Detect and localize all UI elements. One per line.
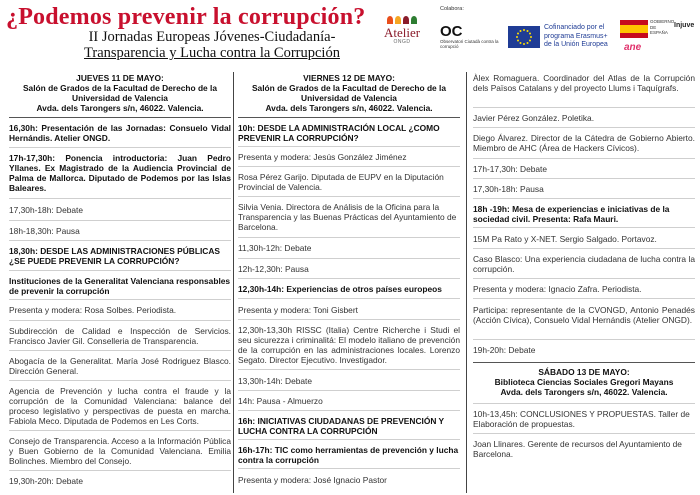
day-heading: JUEVES 11 DE MAYO: Salón de Grados de la Facultad de Derecho de la Universidad de Valencia Avda. dels Tarongers s/n, 46022. Valencia. (22, 73, 218, 113)
separator (473, 248, 695, 249)
separator (9, 220, 231, 221)
separator (238, 390, 460, 391)
agenda-item: Presenta y modera: Ignacio Zafra. Periodista. (473, 284, 642, 294)
agenda-item: Presenta y modera: Toni Gisbert (238, 305, 358, 315)
agenda-item: Rosa Pérez Garijo. Diputada de EUPV en la Diputación Provincial de Valencia. (238, 172, 444, 192)
agenda-item: Participa: representante de la CVONGD, Antonio Penadés (Acción Cívica), Consuelo Vidal Hernándis (Atelier ONGD). (473, 305, 695, 325)
separator (9, 299, 231, 300)
separator (9, 470, 231, 471)
separator (238, 439, 460, 440)
separator (238, 196, 460, 197)
day-heading: VIERNES 12 DE MAYO: Salón de Grados de la Facultad de Derecho de la Universidad de Valencia Avda. dels Tarongers s/n, 46022. Valencia. (251, 73, 447, 113)
atelier-logo-icon (376, 16, 428, 24)
separator (238, 468, 460, 469)
agenda-item: 14h: Pausa - Almuerzo (238, 396, 323, 406)
section-heading: 18h -19h: Mesa de experiencias e iniciativas de la sociedad civil. Presenta: Rafa Mauri. (473, 204, 670, 224)
section-heading: 18,30h: DESDE LAS ADMINISTRACIONES PÚBLICAS ¿SE PUEDE PREVENIR LA CORRUPCIÓN? (9, 246, 220, 266)
separator (238, 410, 460, 411)
atelier-logo (376, 16, 428, 60)
atelier-logo-subtext: ONGD (393, 39, 411, 45)
separator (9, 270, 231, 271)
eu-flag-icon (508, 26, 540, 48)
agenda-item: 12,30h-13,30h RISSC (Italia) Centre Richerche i Studi el seu sicurezza i criminalitá: El modelo italiano de prevención de la corrupción en las administraciones locales. Lorenzo Segato. Director Ejecutivo. Investigador. (238, 325, 460, 365)
separator (473, 403, 695, 404)
section-heading: 12,30h-14h: Experiencias de otros países europeos (238, 284, 442, 294)
agenda-item: Subdirección de Calidad e Inspección de Servicios. Francisco Javier Gil. Conselleria de Transparencia. (9, 326, 231, 346)
agenda-item: Joan Llinares. Gerente de recursos del Ayuntamiento de Barcelona. (473, 439, 682, 459)
column-friday-saturday (473, 70, 695, 495)
oc-logo-text: Observatori Ciutadà contra la corrupció (440, 39, 499, 49)
agenda-item: 12h-12,30h: Pausa (238, 264, 309, 274)
separator (473, 198, 695, 199)
agenda-item: Caso Blasco: Una experiencia ciudadana de lucha contra la corrupción. (473, 254, 695, 274)
agenda-item: Silvia Venia. Directora de Análisis de la Oficina para la Transparencia y las Buenas Prácticas del Ayuntamiento de Barcelona. (238, 202, 457, 232)
separator (9, 117, 231, 118)
page-title: ¿Podemos prevenir la corrupción? (6, 4, 366, 30)
agenda-item: 10h-13,45h: CONCLUSIONES Y PROPUESTAS. Taller de Elaboración de propuestas. (473, 409, 690, 429)
separator (9, 240, 231, 241)
page-subtitle (62, 29, 362, 61)
agenda-item: 13,30h-14h: Debate (238, 376, 313, 386)
separator (9, 350, 231, 351)
agenda-item: Àlex Romaguera. Coordinador del Atlas de la Corrupción dels Països Catalans y del proyecto Llums i Taquígrafs. (473, 73, 695, 93)
separator (473, 298, 695, 299)
separator (473, 178, 695, 179)
separator (238, 298, 460, 299)
agenda-item: 19,30h-20h: Debate (9, 476, 84, 486)
agenda-item: 17h-17,30h: Debate (473, 164, 548, 174)
agenda-item: 19h-20h: Debate (473, 345, 536, 355)
separator (473, 433, 695, 434)
column-divider (233, 72, 234, 493)
agenda-item: Presenta y modera: Jesús González Jiménez (238, 152, 407, 162)
agenda-item: 17h-17,30h: Ponencia introductoria: Juan Pedro Yllanes. Ex Magistrado de la Audiencia Provincial de Palma de Mallorca. Diputado de Podemos por las Islas Baleares. (9, 153, 231, 193)
agenda-item: Diego Álvarez. Director de la Cátedra de Gobierno Abierto. Miembro de AHC (Área de Hackers Cívicos). (473, 133, 695, 153)
program (0, 70, 700, 495)
separator (238, 278, 460, 279)
column-thursday (9, 70, 231, 495)
separator (238, 117, 460, 118)
agenda-item: 16,30h: Presentación de las Jornadas: Consuelo Vidal Hernándis. Atelier ONGD. (9, 123, 231, 143)
subtitle-line-2: Transparencia y Lucha contra la Corrupción (84, 45, 340, 61)
separator (9, 430, 231, 431)
agenda-item: 11,30h-12h: Debate (238, 243, 312, 253)
eu-funding-text: Cofinanciado por el programa Erasmus+ de la Unión Europea (544, 24, 608, 48)
agenda-item: Consejo de Transparencia. Acceso a la Información Pública y Buen Gobierno de la Comunidad Valenciana. Emilia Bolinches. Miembro del Consejo. (9, 436, 231, 466)
agenda-item: Presenta y modera: José Ignacio Pastor (238, 475, 387, 485)
separator (238, 146, 460, 147)
spain-gov-logo (620, 20, 648, 38)
separator (473, 278, 695, 279)
colabora-label: Colabora: (440, 6, 464, 12)
separator (238, 369, 460, 370)
separator (473, 227, 695, 228)
oc-logo (440, 24, 502, 54)
section-heading: 16h: INICIATIVAS CIUDADANAS DE PREVENCIÓN Y LUCHA CONTRA LA CORRUPCIÓN (238, 416, 444, 436)
separator (9, 320, 231, 321)
column-divider (466, 72, 467, 493)
separator (473, 339, 695, 340)
separator (9, 147, 231, 148)
separator (9, 198, 231, 199)
separator (238, 319, 460, 320)
ane-logo: ane (624, 42, 642, 53)
separator (473, 127, 695, 128)
separator (9, 380, 231, 381)
day-heading: SÁBADO 13 DE MAYO: Biblioteca Ciencias Sociales Gregori Mayans Avda. dels Tarongers s/n, 46022. Valencia. (494, 367, 674, 397)
agenda-item: 16h-17h: TIC como herramientas de prevención y lucha contra la corrupción (238, 445, 459, 465)
agenda-item: 17,30h-18h: Pausa (473, 184, 544, 194)
separator (473, 362, 695, 363)
separator (473, 158, 695, 159)
agenda-item: Instituciones de la Generalitat Valenciana responsables de prevenir la corrupción (9, 276, 231, 296)
separator (238, 258, 460, 259)
agenda-item: Agencia de Prevención y lucha contra el fraude y la corrupción de la Comunidad Valenciana: balance del proceso legislativo y perspectivas de puesta en marcha. Fabiola Meco. Diputada de Podemos en Les Corts. (9, 386, 231, 426)
atelier-logo-text: Atelier (383, 25, 421, 40)
section-heading: 10h: DESDE LA ADMINISTRACIÓN LOCAL ¿COMO PREVENIR LA CORRUPCIÓN? (238, 123, 440, 143)
separator (238, 237, 460, 238)
agenda-item: 18h-18,30h: Pausa (9, 226, 80, 236)
agenda-item: Presenta y modera: Rosa Solbes. Periodista. (9, 305, 177, 315)
subtitle-line-1: II Jornadas Europeas Jóvenes-Ciudadanía- (88, 29, 336, 45)
agenda-item: Abogacía de la Generalitat. María José Rodriguez Blasco. Dirección General. (9, 356, 231, 376)
injuve-logo: Injuve (674, 22, 695, 29)
header (0, 0, 700, 70)
column-friday (238, 70, 460, 495)
agenda-item: 15M Pa Rato y X-NET. Sergio Salgado. Portavoz. (473, 234, 657, 244)
separator (473, 107, 695, 108)
agenda-item: Javier Pérez González. Poletika. (473, 113, 595, 123)
separator (238, 166, 460, 167)
gov-logo-text: GOBIERNO DE ESPAÑA (650, 19, 675, 35)
oc-logo-mark: OC (440, 23, 463, 40)
agenda-item: 17,30h-18h: Debate (9, 205, 84, 215)
